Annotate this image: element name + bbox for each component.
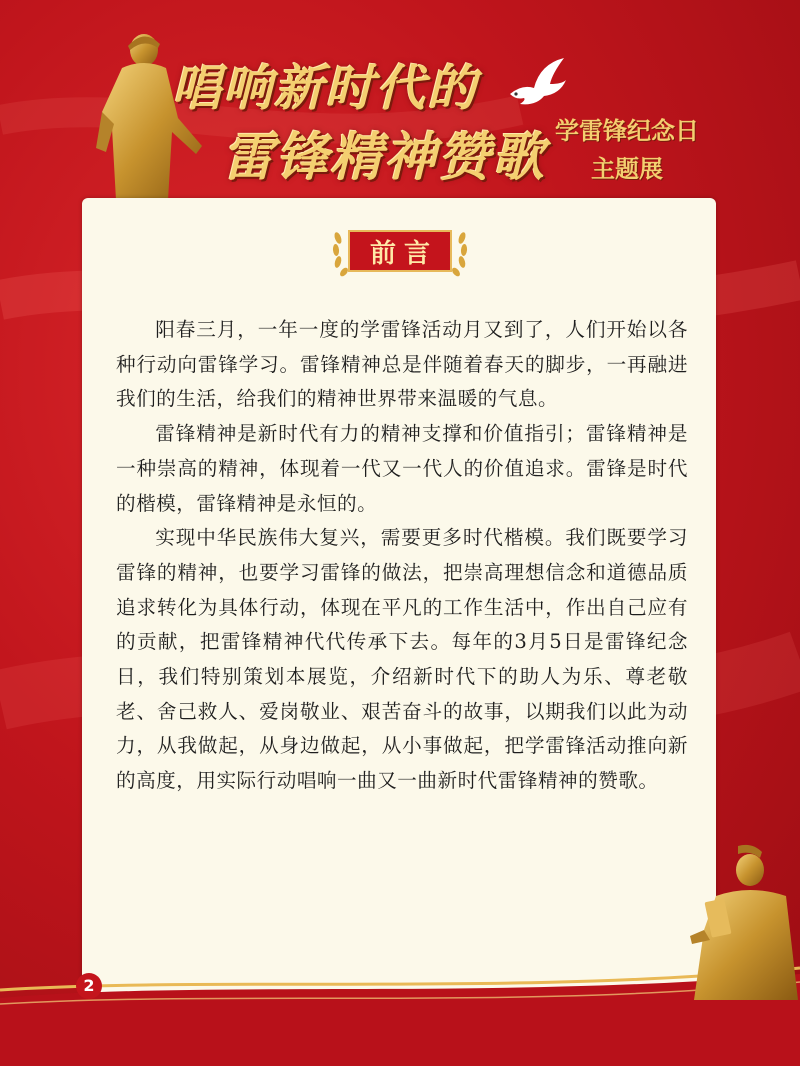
dove-icon	[500, 54, 570, 112]
heading-badge	[330, 224, 470, 278]
preface-body	[116, 313, 688, 799]
section-heading: 前言	[369, 238, 438, 269]
paragraph-1: 阳春三月，一年一度的学雷锋活动月又到了，人们开始以各种行动向雷锋学习。雷锋精神总是伴随着春天的脚步，一再融进我们的生活，给我们的精神世界带来温暖的气息。	[116, 318, 688, 411]
paragraph-3: 实现中华民族伟大复兴，需要更多时代楷模。我们既要学习雷锋的精神，也要学习雷锋的做法，把崇高理想信念和道德品质追求转化为具体行动，体现在平凡的工作生活中，作出自己应有的贡献，把雷锋精神代代传承下去。每年的3月5日是雷锋纪念日，我们特别策划本展览，介绍新时代下的助人为乐、尊老敬老、舍己救人、爱岗敬业、艰苦奋斗的故事，以期我们以此为动力，从我做起，从身边做起，从小事做起，把学雷锋活动推向新的高度，用实际行动唱响一曲又一曲新时代雷锋精神的赞歌。	[116, 526, 688, 793]
heading-box	[348, 230, 452, 272]
statue-right	[686, 840, 800, 1000]
bottom-wave	[0, 960, 800, 1066]
paragraph-2: 雷锋精神是新时代有力的精神支撑和价值指引；雷锋精神是一种崇高的精神，体现着一代又一代人的价值追求。雷锋是时代的楷模，雷锋精神是永恒的。	[116, 422, 688, 515]
subtitle	[522, 112, 732, 188]
subtitle-line2: 主题展	[591, 155, 663, 183]
title-line1: 唱响新时代的	[172, 60, 479, 117]
page-number: 2	[76, 973, 102, 999]
subtitle-line1: 学雷锋纪念日	[555, 117, 699, 145]
title-line2: 雷锋精神赞歌	[222, 128, 547, 188]
